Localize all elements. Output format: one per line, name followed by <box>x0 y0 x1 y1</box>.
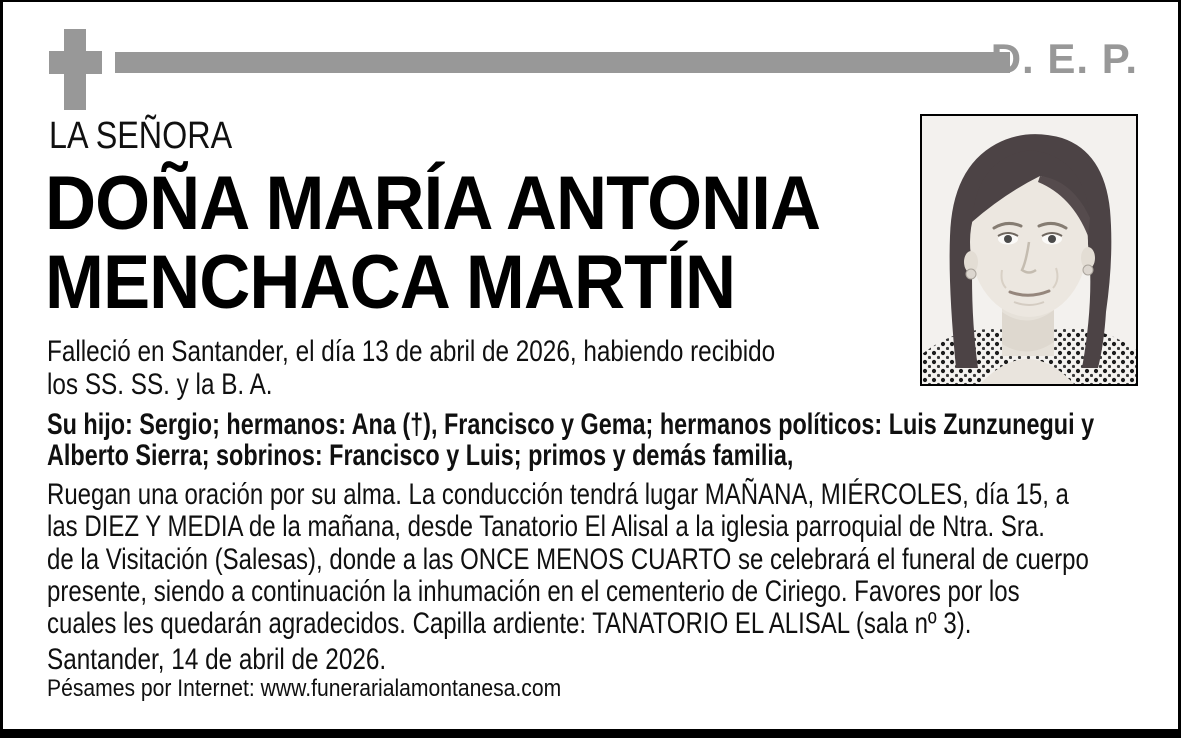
death-notice-line-2: los SS. SS. y la B. A. <box>47 368 273 401</box>
deceased-name <box>45 161 878 325</box>
funeral-line-5: cuales les quedarán agradecidos. Capilla ardiente: TANATORIO EL ALISAL (sala nº 3). <box>47 607 972 641</box>
header-rule <box>115 52 1010 73</box>
family-line-1: Su hijo: Sergio; hermanos: Ana (†), Francisco y Gema; hermanos políticos: Luis Zunzunegui y <box>47 408 1095 441</box>
condolences-text: Pésames por Internet: www.funerarialamontanesa.com <box>47 675 562 702</box>
portrait-photo <box>920 114 1138 386</box>
death-notice-line-1: Falleció en Santander, el día 13 de abril de 2026, habiendo recibido <box>47 335 776 368</box>
funeral-line-2: las DIEZ Y MEDIA de la mañana, desde Tanatorio El Alisal a la iglesia parroquial de Ntra. Sra. <box>47 510 1045 544</box>
funeral-line-4: presente, siendo a continuación la inhumación en el cementerio de Ciriego. Favores por los <box>47 574 1020 608</box>
portrait-illustration <box>922 116 1136 384</box>
place-date-text: Santander, 14 de abril de 2026. <box>47 643 387 676</box>
deceased-name-line-2: MENCHACA MARTÍN <box>45 240 736 325</box>
dep-label: D. E. P. <box>990 35 1138 82</box>
salutation <box>49 116 264 156</box>
funeral-line-1: Ruegan una oración por su alma. La conducción tendrá lugar MAÑANA, MIÉRCOLES, día 15, a <box>47 478 1069 511</box>
family-paragraph <box>47 409 1181 471</box>
place-date <box>47 644 466 676</box>
death-notice-paragraph <box>47 335 946 401</box>
condolences-note <box>47 676 631 702</box>
funeral-details-paragraph <box>47 479 1181 640</box>
family-line-2: Alberto Sierra; sobrinos: Francisco y Luis; primos y demás familia, <box>47 439 794 472</box>
funeral-line-3: de la Visitación (Salesas), donde a las ONCE MENOS CUARTO se celebrará el funeral de cuerpo <box>47 542 1089 576</box>
cross-icon-horizontal-bar <box>49 51 102 74</box>
deceased-name-line-1: DOÑA MARÍA ANTONIA <box>45 161 821 246</box>
salutation-text: LA SEÑORA <box>49 115 233 157</box>
